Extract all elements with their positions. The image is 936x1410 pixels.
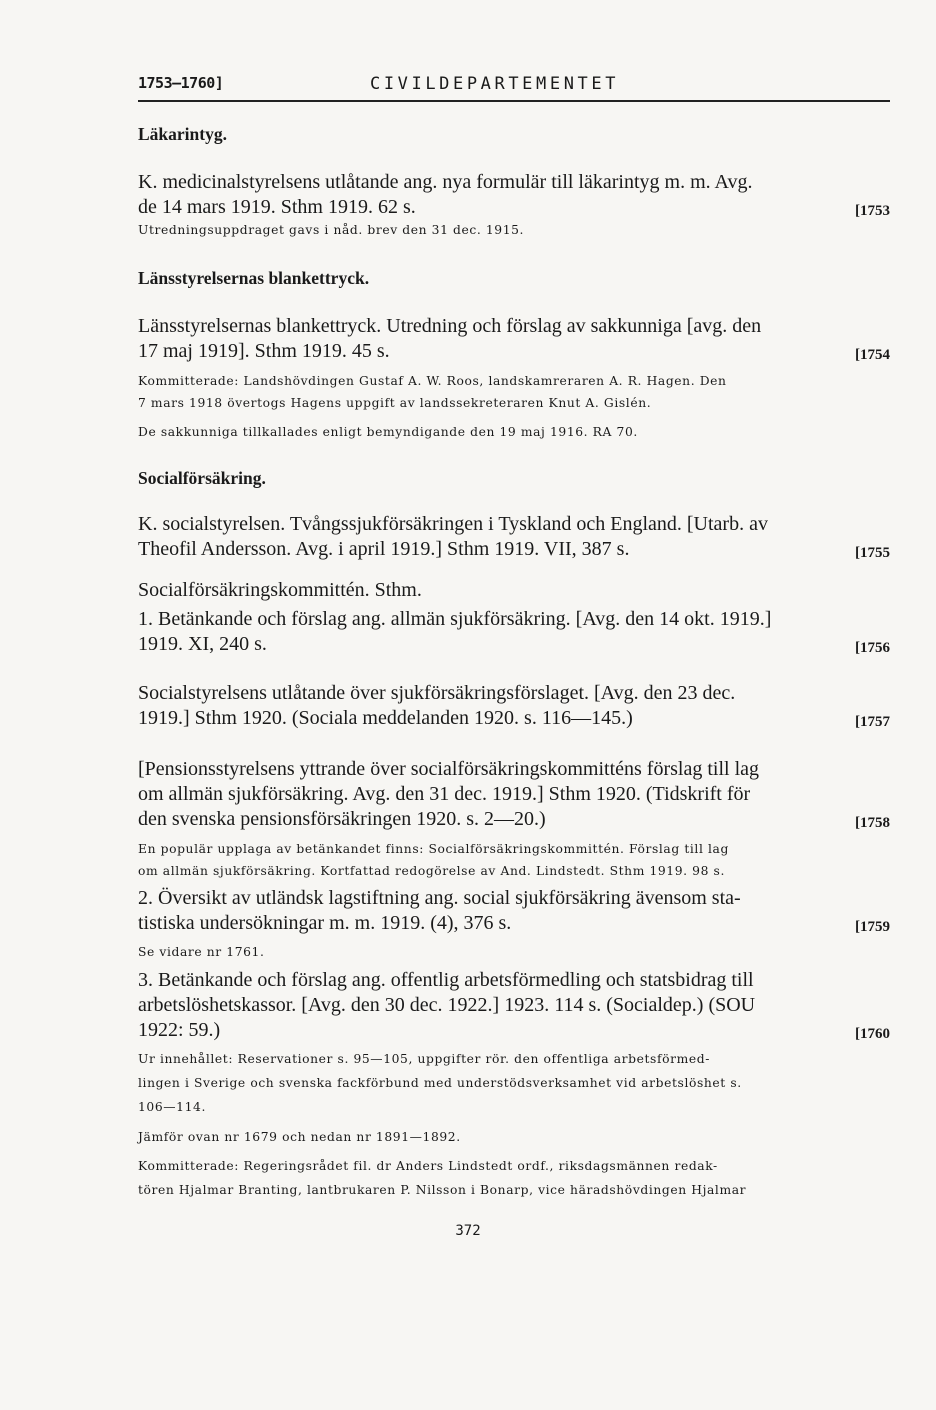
entry-line: arbetslöshetskassor. [Avg. den 30 dec. 1922.] 1923. 114 s. (Socialdep.) (SOU <box>138 994 756 1016</box>
entry-number: [1760 <box>855 1026 890 1042</box>
entry-note: Utredningsuppdraget gavs i nåd. brev den 31 dec. 1915. <box>138 223 525 237</box>
running-header <box>138 74 890 98</box>
entry-note: De sakkunniga tillkallades enligt bemyndigande den 19 maj 1916. RA 70. <box>138 425 638 439</box>
entry-note: Se vidare nr 1761. <box>138 945 265 959</box>
entry-line: 2. Översikt av utländsk lagstiftning ang. social sjukförsäkring ävensom sta- <box>138 887 741 909</box>
entry-line: den svenska pensionsförsäkringen 1920. s. 2—20.) <box>138 808 546 830</box>
header-title: CIVILDEPARTEMENTET <box>370 74 620 94</box>
entry-line: Socialstyrelsens utlåtande över sjukförsäkringsförslaget. [Avg. den 23 dec. <box>138 682 736 704</box>
entry-1759 <box>138 886 890 936</box>
entry-note: Jämför ovan nr 1679 och nedan nr 1891—1892. <box>138 1130 461 1144</box>
entry-note: om allmän sjukförsäkring. Kortfattad redogörelse av And. Lindstedt. Sthm 1919. 98 s. <box>138 864 725 878</box>
header-entry-range: 1753—1760] <box>138 74 224 92</box>
entry-line: de 14 mars 1919. Sthm 1919. 62 s. <box>138 196 416 218</box>
entry-line: Länsstyrelsernas blankettryck. Utredning och förslag av sakkunniga [avg. den <box>138 315 762 337</box>
entry-line: om allmän sjukförsäkring. Avg. den 31 dec. 1919.] Sthm 1920. (Tidskrift för <box>138 783 751 805</box>
section-heading-lakarintyg: Läkarintyg. <box>138 124 227 144</box>
entry-line: [Pensionsstyrelsens yttrande över socialförsäkringskommitténs förslag till lag <box>138 758 759 780</box>
entry-line: 17 maj 1919]. Sthm 1919. 45 s. <box>138 340 390 362</box>
entry-note: En populär upplaga av betänkandet finns: Socialförsäkringskommittén. Förslag till lag <box>138 842 729 856</box>
entry-1753 <box>138 170 890 220</box>
entry-1756 <box>138 607 890 657</box>
section-heading-socialforsakring: Socialförsäkring. <box>138 468 266 488</box>
entry-line: 1922: 59.) <box>138 1019 221 1041</box>
entry-number: [1759 <box>855 919 890 935</box>
entry-number: [1753 <box>855 203 890 219</box>
entry-number: [1755 <box>855 545 890 561</box>
entry-line: 1919.] Sthm 1920. (Sociala meddelanden 1920. s. 116—145.) <box>138 707 633 729</box>
entry-line: K. medicinalstyrelsens utlåtande ang. nya formulär till läkarintyg m. m. Avg. <box>138 171 753 193</box>
entry-note: lingen i Sverige och svenska fackförbund med understödsverksamhet vid arbetslöshet s. <box>138 1076 742 1090</box>
section-heading-lansstyrelsernas: Länsstyrelsernas blankettryck. <box>138 268 370 288</box>
committee-title: Socialförsäkringskommittén. Sthm. <box>138 579 422 601</box>
entry-line: 3. Betänkande och förslag ang. offentlig arbetsförmedling och statsbidrag till <box>138 969 754 991</box>
entry-line: 1919. XI, 240 s. <box>138 633 267 655</box>
entry-note: 7 mars 1918 övertogs Hagens uppgift av landssekreteraren Knut A. Gislén. <box>138 396 652 410</box>
entry-line: 1. Betänkande och förslag ang. allmän sjukförsäkring. [Avg. den 14 okt. 1919.] <box>138 608 772 630</box>
entry-note: Ur innehållet: Reservationer s. 95—105, uppgifter rör. den offentliga arbetsförmed- <box>138 1052 710 1066</box>
page-number: 372 <box>455 1223 481 1239</box>
entry-note: 106—114. <box>138 1100 206 1114</box>
entry-note: Kommitterade: Regeringsrådet fil. dr Anders Lindstedt ordf., riksdagsmännen redak- <box>138 1159 718 1173</box>
entry-1758 <box>138 757 890 832</box>
entry-number: [1757 <box>855 714 890 730</box>
entry-line: Theofil Andersson. Avg. i april 1919.] Sthm 1919. VII, 387 s. <box>138 538 630 560</box>
entry-1755 <box>138 512 890 562</box>
entry-1754 <box>138 314 890 364</box>
entry-number: [1754 <box>855 347 890 363</box>
entry-line: tistiska undersökningar m. m. 1919. (4), 376 s. <box>138 912 512 934</box>
header-rule <box>138 100 890 102</box>
entry-line: K. socialstyrelsen. Tvångssjukförsäkringen i Tyskland och England. [Utarb. av <box>138 513 768 535</box>
entry-note: tören Hjalmar Branting, lantbrukaren P. Nilsson i Bonarp, vice häradshövdingen Hjalmar <box>138 1183 747 1197</box>
entry-1760 <box>138 968 890 1043</box>
entry-1757 <box>138 681 890 731</box>
entry-note: Kommitterade: Landshövdingen Gustaf A. W. Roos, landskamreraren A. R. Hagen. Den <box>138 374 727 388</box>
entry-number: [1758 <box>855 815 890 831</box>
entry-number: [1756 <box>855 640 890 656</box>
